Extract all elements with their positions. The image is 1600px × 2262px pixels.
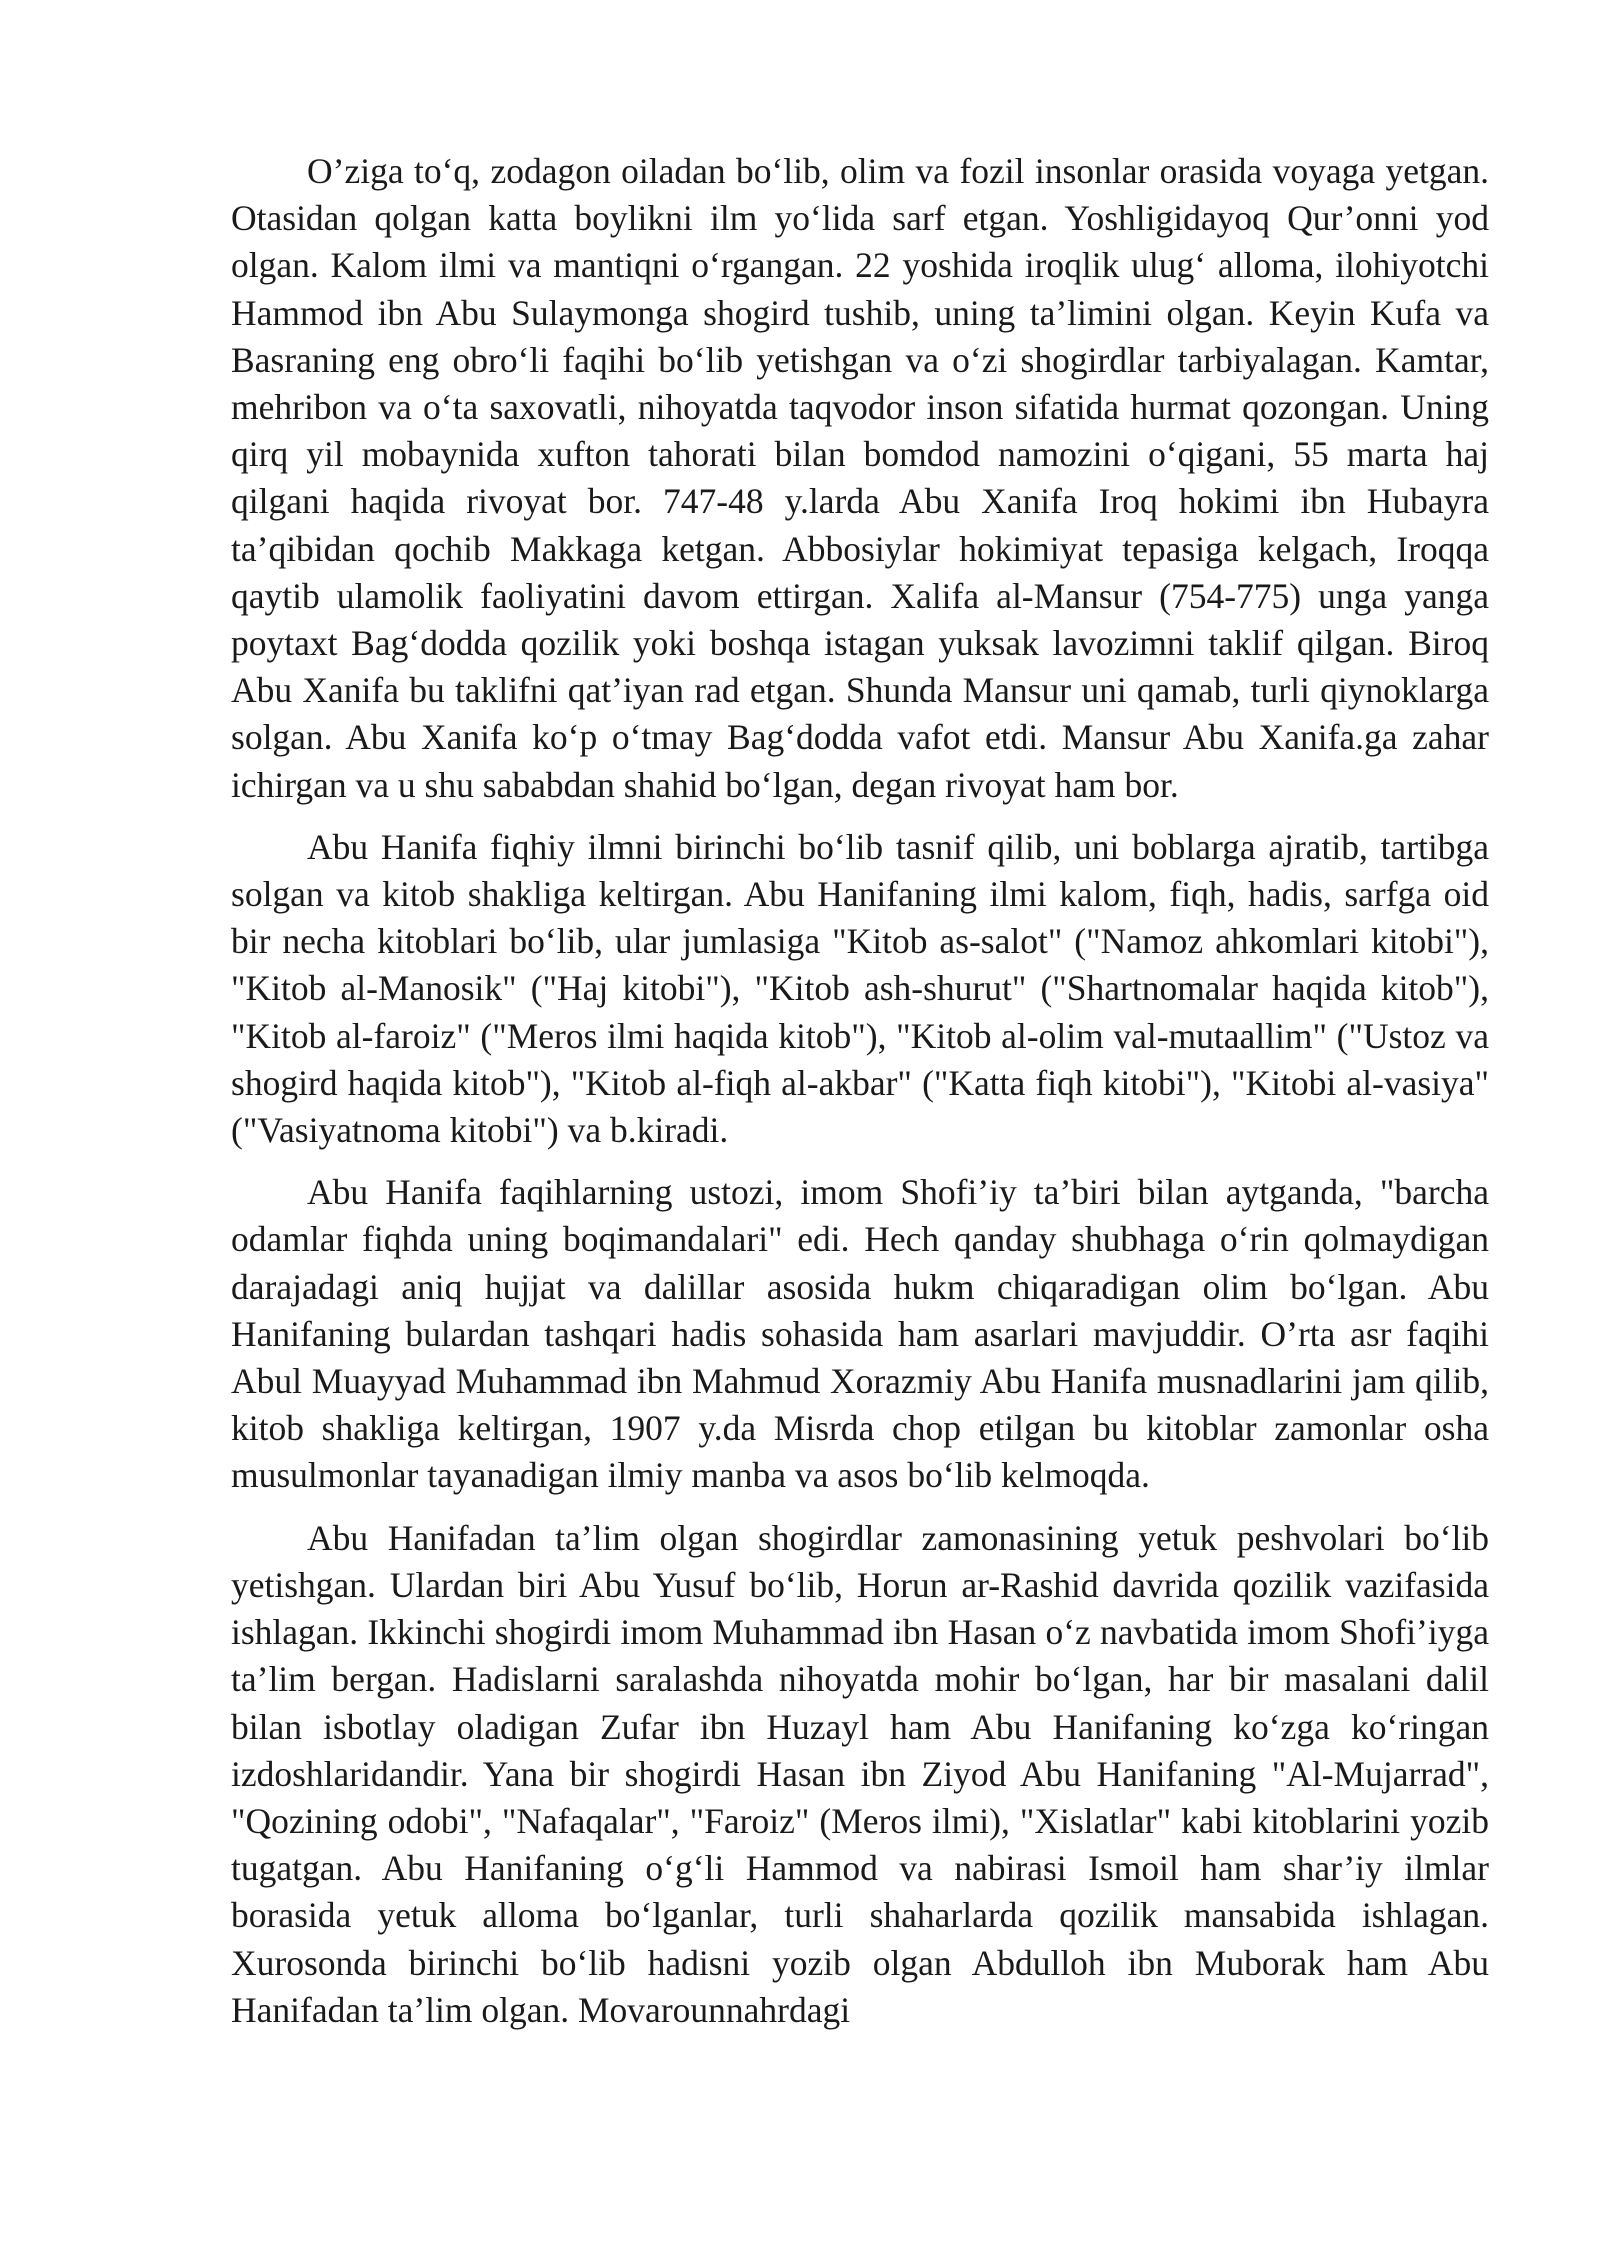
paragraph-3: Abu Hanifa faqihlarning ustozi, imom Shofi’iy ta’biri bilan aytganda, "barcha odamlar fiqhda uning boqimandalari" edi. Hech qanday shubhaga o‘rin qolmaydigan darajadagi aniq hujjat va dalillar asosida hukm chiqaradigan olim bo‘lgan. Abu Hanifaning bulardan tashqari hadis sohasida ham asarlari mavjuddir. O’rta asr faqihi Abul Muayyad Muhammad ibn Mahmud Xorazmiy Abu Hanifa musnadlarini jam qilib, kitob shakliga keltirgan, 1907 y.da Misrda chop etilgan bu kitoblar zamonlar osha musulmonlar tayanadigan ilmiy manba va asos bo‘lib kelmoqda. bbox=[231, 1172, 1489, 1496]
document-page bbox=[231, 148, 1489, 2034]
paragraph-1: O’ziga to‘q, zodagon oiladan bo‘lib, olim va fozil insonlar orasida voyaga yetgan. Otasidan qolgan katta boylikni ilm yo‘lida sarf etgan. Yoshligidayoq Qur’onni yod olgan. Kalom ilmi va mantiqni o‘rgangan. 22 yoshida iroqlik ulug‘ alloma, ilohiyotchi Hammod ibn Abu Sulaymonga shogird tushib, uning ta’limini olgan. Keyin Kufa va Basraning eng obro‘li faqihi bo‘lib yetishgan va o‘zi shogirdlar tarbiyalagan. Kamtar, mehribon va o‘ta saxovatli, nihoyatda taqvodor inson sifatida hurmat qozongan. Uning qirq yil mobaynida xufton tahorati bilan bomdod namozini o‘qigani, 55 marta haj qilgani haqida rivoyat bor. 747-48 y.larda Abu Xanifa Iroq hokimi ibn Hubayra ta’qibidan qochib Makkaga ketgan. Abbosiylar hokimiyat tepasiga kelgach, Iroqqa qaytib ulamolik faoliyatini davom ettirgan. Xalifa al-Mansur (754-775) unga yanga poytaxt Bag‘dodda qozilik yoki boshqa istagan yuksak lavozimni taklif qilgan. Biroq Abu Xanifa bu taklifni qat’iyan rad etgan. Shunda Mansur uni qamab, turli qiynoklarga solgan. Abu Xanifa ko‘p o‘tmay Bag‘dodda vafot etdi. Mansur Abu Xanifa.ga zahar ichirgan va u shu sababdan shahid bo‘lgan, degan rivoyat ham bor. bbox=[231, 151, 1489, 805]
paragraph-4: Abu Hanifadan ta’lim olgan shogirdlar zamonasining yetuk peshvolari bo‘lib yetishgan. Ulardan biri Abu Yusuf bo‘lib, Horun ar-Rashid davrida qozilik vazifasida ishlagan. Ikkinchi shogirdi imom Muhammad ibn Hasan o‘z navbatida imom Shofi’iyga ta’lim bergan. Hadislarni saralashda nihoyatda mohir bo‘lgan, har bir masalani dalil bilan isbotlay oladigan Zufar ibn Huzayl ham Abu Hanifaning ko‘zga ko‘ringan izdoshlaridandir. Yana bir shogirdi Hasan ibn Ziyod Abu Hanifaning "Al-Mujarrad", "Qozining odobi", "Nafaqalar", "Faroiz" (Meros ilmi), "Xislatlar" kabi kitoblarini yozib tugatgan. Abu Hanifaning o‘g‘li Hammod va nabirasi Ismoil ham shar’iy ilmlar borasida yetuk alloma bo‘lganlar, turli shaharlarda qozilik mansabida ishlagan. Xurosonda birinchi bo‘lib hadisni yozib olgan Abdulloh ibn Muborak ham Abu Hanifadan ta’lim olgan. Movarounnahrdagi bbox=[231, 1517, 1489, 2030]
paragraph-2: Abu Hanifa fiqhiy ilmni birinchi bo‘lib tasnif qilib, uni boblarga ajratib, tartibga solgan va kitob shakliga keltirgan. Abu Hanifaning ilmi kalom, fiqh, hadis, sarfga oid bir necha kitoblari bo‘lib, ular jumlasiga "Kitob as-salot" ("Namoz ahkomlari kitobi"), "Kitob al-Manosik" ("Haj kitobi"), "Kitob ash-shurut" ("Shartnomalar haqida kitob"), "Kitob al-faroiz" ("Meros ilmi haqida kitob"), "Kitob al-olim val-mutaallim" ("Ustoz va shogird haqida kitob"), "Kitob al-fiqh al-akbar" ("Katta fiqh kitobi"), "Kitobi al-vasiya" ("Vasiyatnoma kitobi") va b.kiradi. bbox=[231, 826, 1489, 1151]
